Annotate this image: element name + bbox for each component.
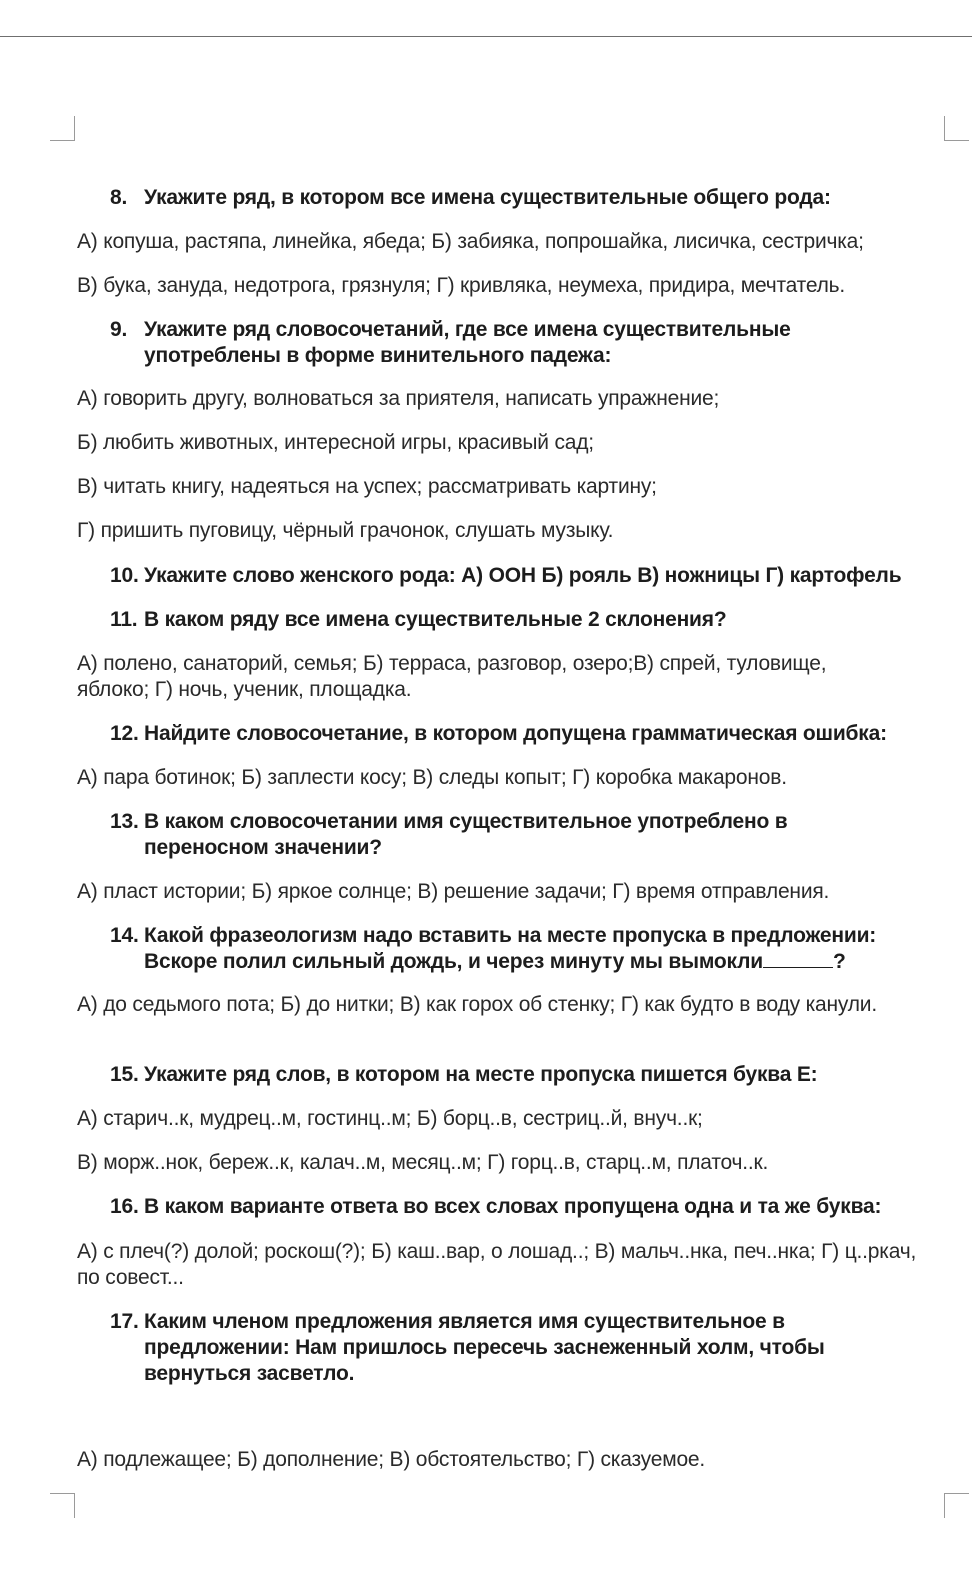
question-10 — [110, 563, 960, 589]
answer-line: А) до седьмого пота; Б) до нитки; В) как горох об стенку; Г) как будто в воду канули. — [77, 993, 877, 1016]
question-text: В каком ряду все имена существительные 2 склонения? — [144, 608, 727, 631]
answer-line: В) читать книгу, надеяться на успех; рассматривать картину; — [77, 475, 657, 498]
corner-mark-bottom-right — [944, 1493, 969, 1518]
question-15 — [110, 1062, 950, 1088]
question-text: Укажите ряд словосочетаний, где все имена существительные употреблены в форме винительного падежа: — [144, 318, 791, 367]
question-8 — [110, 185, 950, 211]
question-14 — [110, 923, 925, 975]
question-number: 16. — [110, 1195, 139, 1218]
question-text: Найдите словосочетание, в котором допущена грамматическая ошибка: — [144, 722, 887, 745]
question-number: 12. — [110, 722, 139, 745]
question-number: 15. — [110, 1063, 139, 1086]
answer-line: А) пласт истории; Б) яркое солнце; В) решение задачи; Г) время отправления. — [77, 880, 830, 903]
question-number: 9. — [110, 318, 128, 341]
answer-line: А) старич..к, мудрец..м, гостинц..м; Б) борц..в, сестриц..й, внуч..к; — [77, 1107, 703, 1130]
answer-line: А) с плеч(?) долой; роскош(?); Б) каш..вар, о лошад..; В) мальч..нка, печ..нка; Г) ц..ркач, по совест... — [77, 1240, 917, 1289]
question-text: Укажите ряд слов, в котором на месте пропуска пишется буква Е: — [144, 1063, 818, 1086]
answer-line: А) подлежащее; Б) дополнение; В) обстоятельство; Г) сказуемое. — [77, 1448, 706, 1471]
answer-line: А) копуша, растяпа, линейка, ябеда; Б) забияка, попрошайка, лисичка, сестричка; — [77, 230, 864, 253]
question-text: Какой фразеологизм надо вставить на месте пропуска в предложении: Вскоре полил сильный дождь, и через минуту мы вымокли — [144, 924, 877, 973]
corner-mark-top-left — [50, 116, 75, 141]
question-16 — [110, 1194, 950, 1220]
question-number: 8. — [110, 186, 128, 209]
question-text: Укажите ряд, в котором все имена существительные общего рода: — [144, 186, 831, 209]
question-text: Укажите слово женского рода: А) ООН Б) рояль В) ножницы Г) картофель — [144, 564, 902, 587]
question-number: 17. — [110, 1310, 139, 1333]
question-11 — [110, 607, 950, 633]
answer-line: В) бука, зануда, недотрога, грязнуля; Г) кривляка, неумеха, придира, мечтатель. — [77, 274, 846, 297]
question-number: 10. — [110, 564, 139, 587]
question-text-end: ? — [832, 950, 846, 973]
answer-line: А) говорить другу, волноваться за приятеля, написать упражнение; — [77, 387, 720, 410]
answer-line: В) морж..нок, береж..к, калач..м, месяц..м; Г) горц..в, старц..м, платоч..к. — [77, 1151, 769, 1174]
fill-blank — [763, 949, 833, 968]
corner-mark-bottom-left — [50, 1493, 75, 1518]
answer-line: Г) пришить пуговицу, чёрный грачонок, слушать музыку. — [77, 519, 614, 542]
answer-line: А) полено, санаторий, семья; Б) терраса, разговор, озеро;В) спрей, туловище, яблоко; Г) ночь, ученик, площадка. — [77, 652, 827, 701]
answer-line: Б) любить животных, интересной игры, красивый сад; — [77, 431, 594, 454]
question-17 — [110, 1309, 860, 1387]
question-number: 14. — [110, 924, 139, 947]
corner-mark-top-right — [944, 116, 969, 141]
answer-line: А) пара ботинок; Б) заплести косу; В) следы копыт; Г) коробка макаронов. — [77, 766, 787, 789]
question-text: В каком варианте ответа во всех словах пропущена одна и та же буква: — [144, 1195, 882, 1218]
question-text: В каком словосочетании имя существительное употреблено в переносном значении? — [144, 810, 788, 859]
question-number: 13. — [110, 810, 139, 833]
question-text: Каким членом предложения является имя существительное в предложении: Нам пришлось пересечь заснеженный холм, чтобы вернуться засветло. — [144, 1310, 825, 1385]
top-rule — [0, 36, 972, 37]
question-9 — [110, 317, 830, 369]
question-number: 11. — [110, 608, 138, 631]
question-13 — [110, 809, 830, 861]
question-12 — [110, 721, 950, 747]
